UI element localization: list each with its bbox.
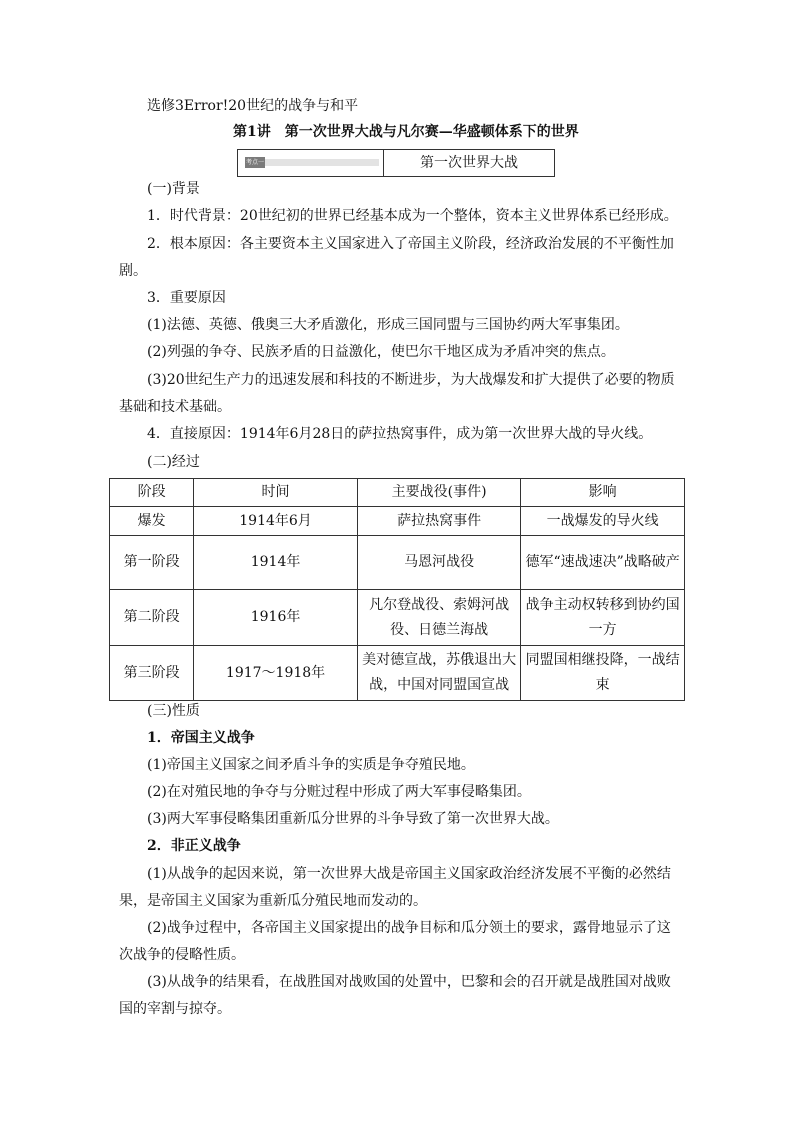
table-row: [110, 590, 685, 646]
table-header-row: [110, 479, 685, 507]
table-header-cell: 时间: [194, 479, 358, 507]
paragraph-q1-2: (2)在对殖民地的争夺与分赃过程中形成了两大军事侵略集团。: [147, 784, 531, 800]
lecture-title: 第1讲 第一次世界大战与凡尔赛—华盛顿体系下的世界: [233, 124, 579, 140]
section-header-tag: 考点一: [245, 159, 264, 166]
table-cell: 第三阶段: [110, 646, 194, 701]
paragraph-q2-2-line-1: (2)战争过程中，各帝国主义国家提出的战争目标和瓜分领土的要求，露骨地显示了这: [147, 920, 671, 936]
table-cell: 一战爆发的导火线: [521, 507, 685, 536]
table-cell: 萨拉热窝事件: [357, 507, 520, 536]
table-header-cell: 影响: [521, 479, 685, 507]
table-cell: 马恩河战役: [357, 536, 520, 590]
table-cell: 1916年: [194, 590, 358, 646]
table-cell: 1917～1918年: [194, 646, 358, 701]
paragraph-2-line-1: 2．根本原因：各主要资本主义国家进入了帝国主义阶段，经济政治发展的不平衡性加: [147, 236, 674, 252]
paragraph-2-line-2: 剧。: [119, 263, 147, 279]
table-header-cell: 阶段: [110, 479, 194, 507]
paragraph-q2-3-line-2: 国的宰割与掠夺。: [119, 1001, 231, 1017]
table-cell: 德军“速战速决”战略破产: [521, 536, 685, 590]
section-heading-process: (二)经过: [147, 454, 200, 470]
paragraph-3: 3．重要原因: [147, 290, 226, 306]
table-cell: 爆发: [110, 507, 194, 536]
paragraph-q1-1: (1)帝国主义国家之间矛盾斗争的实质是争夺殖民地。: [147, 757, 475, 773]
table-row: [110, 646, 685, 701]
section-heading-nature: (三)性质: [147, 703, 200, 719]
table-cell: 1914年6月: [194, 507, 358, 536]
subheading-imperialist-war: 1．帝国主义战争: [147, 730, 255, 746]
table-cell: 1914年: [194, 536, 358, 590]
table-cell: 战争主动权转移到协约国一方: [521, 590, 685, 646]
paragraph-3-3-line-1: (3)20世纪生产力的迅速发展和科技的不断进步，为大战爆发和扩大提供了必要的物质: [147, 372, 675, 388]
paragraph-q2-2-line-2: 次战争的侵略性质。: [119, 947, 245, 963]
subheading-unjust-war: 2．非正义战争: [147, 838, 241, 854]
document-title: 选修3Error!20世纪的战争与和平: [147, 98, 359, 114]
table-cell: 第二阶段: [110, 590, 194, 646]
table-header-cell: 主要战役(事件): [357, 479, 520, 507]
table-cell: 凡尔登战役、索姆河战役、日德兰海战: [357, 590, 520, 646]
paragraph-3-3-line-2: 基础和技术基础。: [119, 399, 231, 415]
section-header-label: 第一次世界大战: [420, 155, 518, 171]
table-cell: 第一阶段: [110, 536, 194, 590]
table-row: [110, 507, 685, 536]
paragraph-1: 1．时代背景：20世纪初的世界已经基本成为一个整体，资本主义世界体系已经形成。: [147, 208, 678, 224]
paragraph-3-1: (1)法德、英德、俄奥三大矛盾激化，形成三国同盟与三国协约两大军事集团。: [147, 317, 629, 333]
paragraph-q2-3-line-1: (3)从战争的结果看，在战胜国对战败国的处置中，巴黎和会的召开就是战胜国对战败: [147, 974, 671, 990]
section-header-box: [237, 149, 555, 177]
war-stages-table: [109, 478, 685, 701]
table-row: [110, 536, 685, 590]
section-header-left: [238, 150, 384, 176]
paragraph-3-2: (2)列强的争夺、民族矛盾的日益激化，使巴尔干地区成为矛盾冲突的焦点。: [147, 344, 615, 360]
paragraph-q2-1-line-2: 果，是帝国主义国家为重新瓜分殖民地而发动的。: [119, 893, 427, 909]
paragraph-q1-3: (3)两大军事侵略集团重新瓜分世界的斗争导致了第一次世界大战。: [147, 811, 559, 827]
paragraph-4: 4．直接原因：1914年6月28日的萨拉热窝事件，成为第一次世界大战的导火线。: [147, 426, 653, 442]
table-cell: 同盟国相继投降，一战结束: [521, 646, 685, 701]
section-heading-background: (一)背景: [147, 181, 200, 197]
section-header-bar: [245, 159, 379, 166]
table-cell: 美对德宣战，苏俄退出大战，中国对同盟国宣战: [357, 646, 520, 701]
paragraph-q2-1-line-1: (1)从战争的起因来说，第一次世界大战是帝国主义国家政治经济发展不平衡的必然结: [147, 866, 671, 882]
